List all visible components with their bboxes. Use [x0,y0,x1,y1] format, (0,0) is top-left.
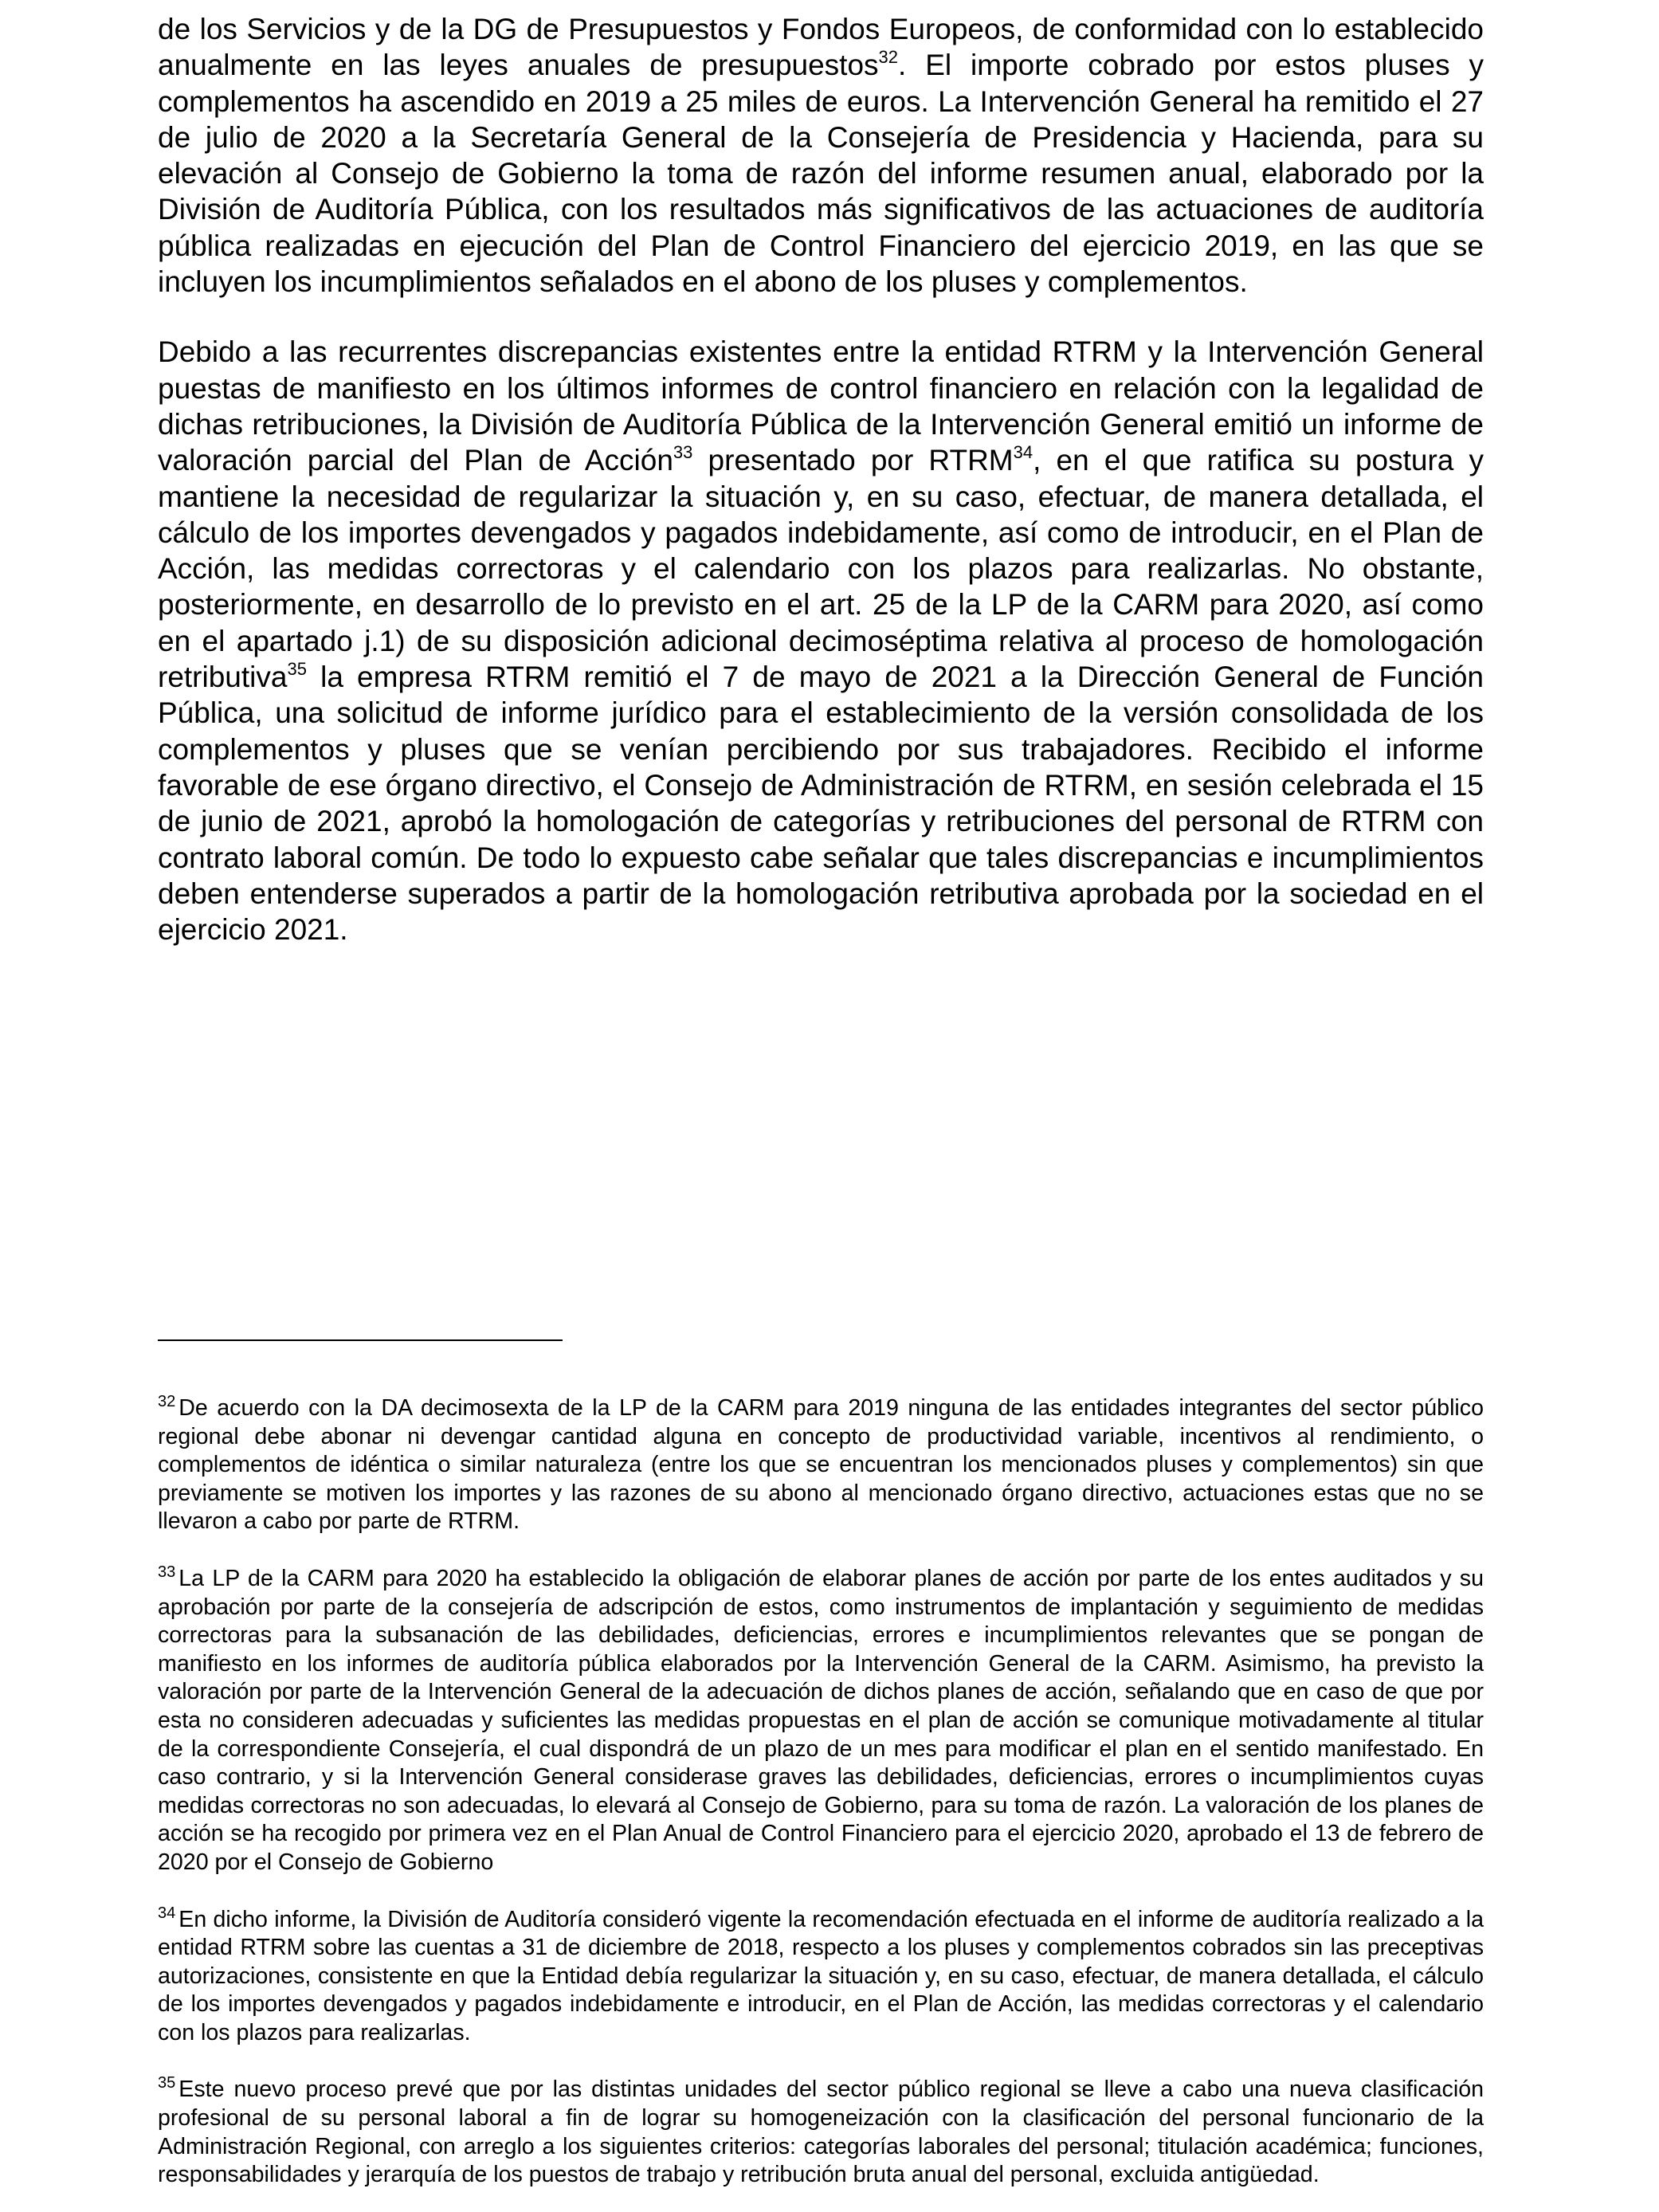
footnote-number: 32 [158,1393,176,1410]
footnote-32 [158,1394,1484,1536]
footnote-reference-33[interactable]: 33 [673,442,693,463]
footnote-34 [158,1906,1484,2048]
footnotes-section [158,1394,1484,2190]
footnote-text: La LP de la CARM para 2020 ha establecido la obligación de elaborar planes de acción por parte de los entes auditados y su aprobación por parte de la consejería de adscripción de estos, como instrumentos de implantación y seguimiento de medidas correctoras para la subsanación de las debilidades, deficiencias, errores e incumplimientos relevantes que se pongan de manifiesto en los informes de auditoría pública elaborados por la Intervención General de la CARM. Asimismo, ha previsto la valoración por parte de la Intervención General de la adecuación de dichos planes de acción, señalando que en caso de que por esta no consideren adecuadas y suficientes las medidas propuestas en el plan de acción se comunique motivadamente al titular de la correspondiente Consejería, el cual dispondrá de un plazo de un mes para modificar el plan en el sentido manifestado. En caso contrario, y si la Intervención General considerase graves las debilidades, deficiencias, errores o incumplimientos cuyas medidas correctoras no son adecuadas, lo elevará al Consejo de Gobierno, para su toma de razón. La valoración de los planes de acción se ha recogido por primera vez en el Plan Anual de Control Financiero para el ejercicio 2020, aprobado el 13 de febrero de 2020 por el Consejo de Gobierno [158,1565,1484,1875]
footnote-35 [158,2076,1484,2189]
footnote-separator [158,1339,563,1341]
footnote-text: Este nuevo proceso prevé que por las distintas unidades del sector público regional se lleve a cabo una nueva clasificación profesional de su personal laboral a fin de lograr su homogeneización con la clasificación del personal funcionario de la Administración Regional, con arreglo a los siguientes criterios: categorías laborales del personal; titulación académica; funciones, responsabilidades y jerarquía de los puestos de trabajo y retribución bruta anual del personal, excluida antigüedad. [158,2077,1484,2188]
footnote-number: 33 [158,1563,176,1581]
body-paragraph-2 [158,334,1484,947]
paragraph-text: Debido a las recurrentes discrepancias existentes entre la entidad RTRM y la Intervención General puestas de manifiesto en los últimos informes de control financiero en relación con la legalidad de dichas retribuciones, la División de Auditoría Pública de la Intervención General emitió un informe de valoración parcial del Plan de Acción [158,335,1484,477]
footnote-text: De acuerdo con la DA decimosexta de la LP de la CARM para 2019 ninguna de las entidades integrantes del sector público regional debe abonar ni devengar cantidad alguna en concepto de productividad variable, incentivos al rendimiento, o complementos de idéntica o similar naturaleza (entre los que se encuentran los mencionados pluses y complementos) sin que previamente se motiven los importes y las razones de su abono al mencionado órgano directivo, actuaciones estas que no se llevaron a cabo por parte de RTRM. [158,1395,1484,1535]
paragraph-text: presentado por RTRM [692,444,1014,477]
paragraph-text: de los Servicios y de la DG de Presupuestos y Fondos Europeos, de conformidad con lo establecido anualmente en las leyes anuales de presupuestos [158,13,1484,82]
footnote-reference-32[interactable]: 32 [878,47,899,68]
body-paragraph-1 [158,11,1484,300]
paragraph-text: , en el que ratifica su postura y mantiene la necesidad de regularizar la situación y, en su caso, efectuar, de manera detallada, el cálculo de los importes devengados y pagados indebidamente, así como de introducir, en el Plan de Acción, las medidas correctoras y el calendario con los plazos para realizarlas. No obstante, posteriormente, en desarrollo de lo previsto en el art. 25 de la LP de la CARM para 2020, así como en el apartado j.1) de su disposición adicional decimoséptima relativa al proceso de homologación retributiva [158,444,1484,694]
paragraph-text: la empresa RTRM remitió el 7 de mayo de 2021 a la Dirección General de Función Pública, una solicitud de informe jurídico para el establecimiento de la versión consolidada de los complementos y pluses que se venían percibiendo por sus trabajadores. Recibido el informe favorable de ese órgano directivo, el Consejo de Administración de RTRM, en sesión celebrada el 15 de junio de 2021, aprobó la homologación de categorías y retribuciones del personal de RTRM con contrato laboral común. De todo lo expuesto cabe señalar que tales discrepancias e incumplimientos deben entenderse superados a partir de la homologación retributiva aprobada por la sociedad en el ejercicio 2021. [158,661,1484,947]
footnote-text: En dicho informe, la División de Auditoría consideró vigente la recomendación efectuada en el informe de auditoría realizado a la entidad RTRM sobre las cuentas a 31 de diciembre de 2018, respecto a los pluses y complementos cobrados sin las preceptivas autorizaciones, consistente en que la Entidad debía regularizar la situación y, en su caso, efectuar, de manera detallada, el cálculo de los importes devengados y pagados indebidamente e introducir, en el Plan de Acción, las medidas correctoras y el calendario con los plazos para realizarlas. [158,1906,1484,2045]
paragraph-text: . El importe cobrado por estos pluses y complementos ha ascendido en 2019 a 25 miles de euros. La Intervención General ha remitido el 27 de julio de 2020 a la Secretaría General de la Consejería de Presidencia y Hacienda, para su elevación al Consejo de Gobierno la toma de razón del informe resumen anual, elaborado por la División de Auditoría Pública, con los resultados más significativos de las actuaciones de auditoría pública realizadas en ejecución del Plan de Control Financiero del ejercicio 2019, en las que se incluyen los incumplimientos señalados en el abono de los pluses y complementos. [158,49,1484,299]
footnote-reference-34[interactable]: 34 [1013,442,1033,463]
footnote-reference-35[interactable]: 35 [287,659,307,680]
footnote-33 [158,1565,1484,1877]
footnote-number: 35 [158,2074,176,2092]
footnote-number: 34 [158,1904,176,1922]
document-body [158,11,1484,947]
